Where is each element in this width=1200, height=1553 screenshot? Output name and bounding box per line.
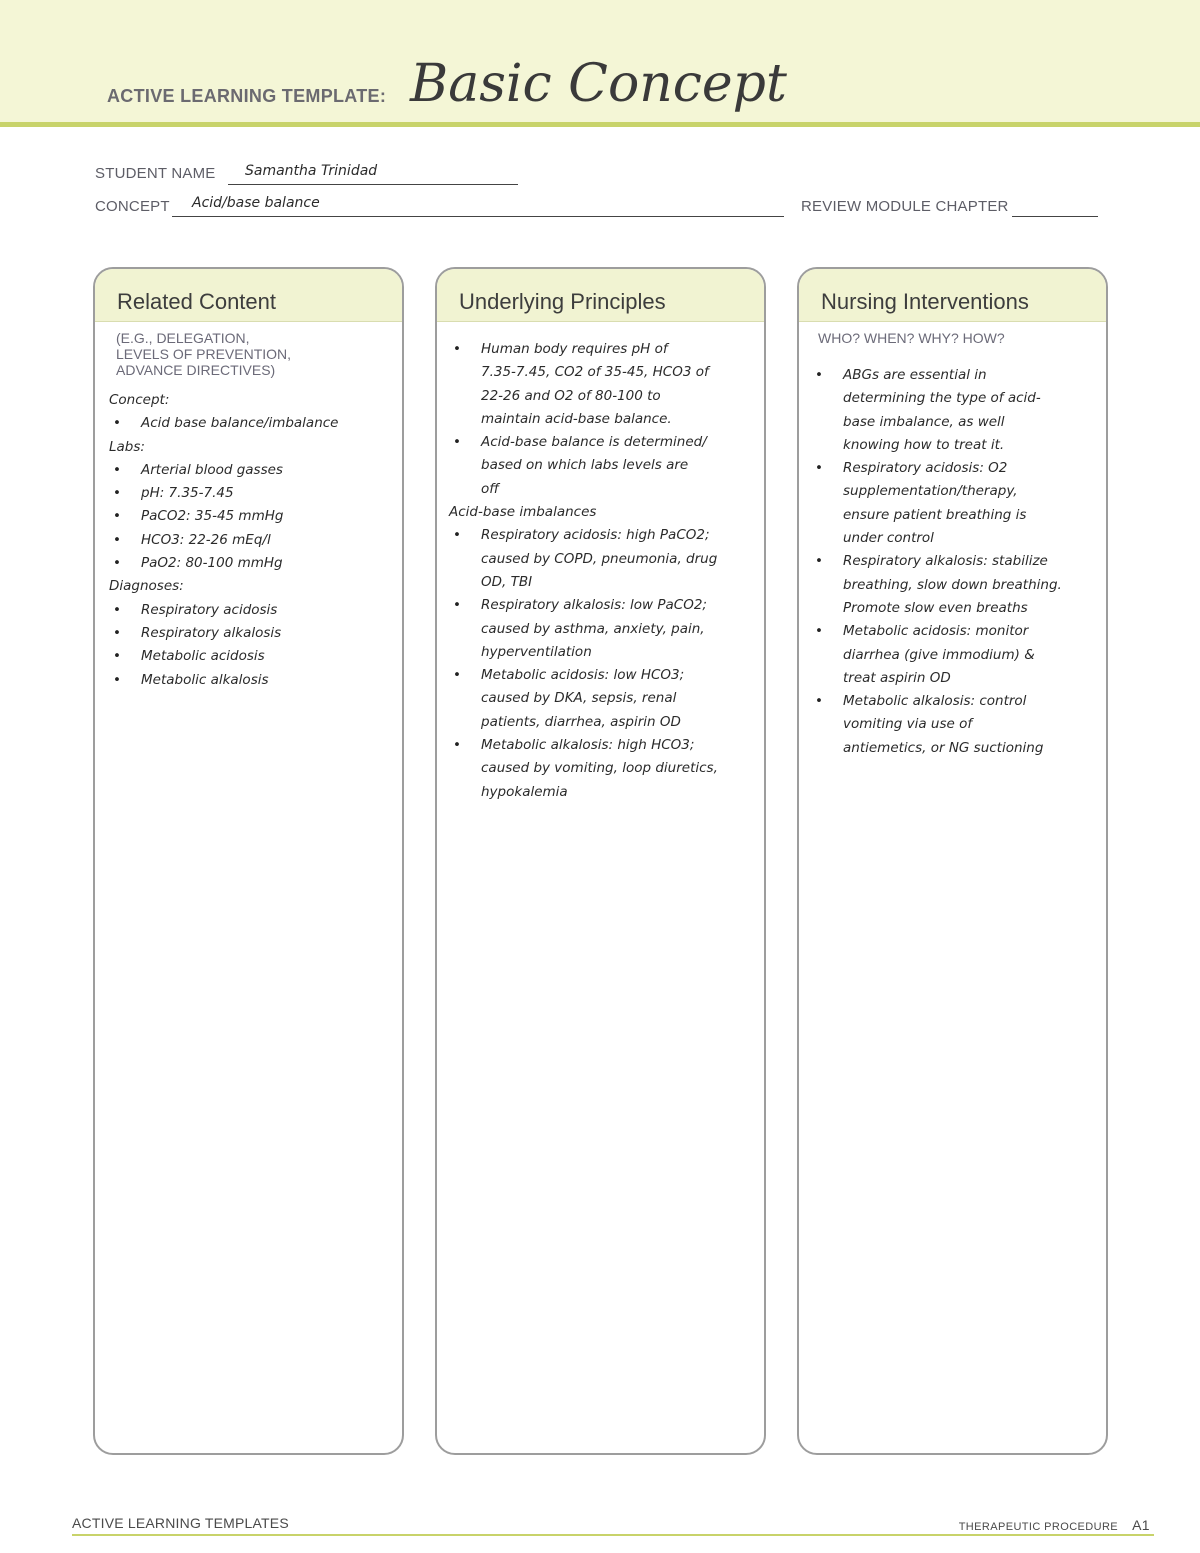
- nursing-interventions-list[interactable]: [811, 364, 1062, 760]
- bullet-item: • Acid base balance/imbalance: [109, 412, 339, 435]
- bullet-continuation: maintain acid-base balance.: [481, 410, 672, 427]
- footer-divider: [72, 1534, 1154, 1536]
- section-heading: Labs:: [109, 438, 145, 455]
- concept-line: [172, 216, 784, 217]
- template-title: Basic Concept: [410, 54, 787, 114]
- bullet-item: • Metabolic alkalosis: control: [811, 690, 1062, 713]
- bullet-continuation: treat aspirin OD: [843, 669, 951, 686]
- footer-right: [959, 1517, 1150, 1533]
- bullet-continuation: knowing how to treat it.: [843, 436, 1005, 453]
- related-content-panel: [93, 267, 404, 1455]
- bullet-item: • Respiratory acidosis: high PaCO2;: [449, 524, 718, 547]
- bullet-continuation: antiemetics, or NG suctioning: [843, 739, 1044, 756]
- bullet-item: • Metabolic acidosis: [109, 645, 339, 668]
- page-number: A1: [1132, 1517, 1150, 1533]
- bullet-item: • PaCO2: 35-45 mmHg: [109, 505, 339, 528]
- section-heading: Diagnoses:: [109, 578, 184, 595]
- concept-label: CONCEPT: [95, 198, 170, 215]
- bullet-continuation: patients, diarrhea, aspirin OD: [481, 713, 681, 730]
- bullet-item: • Acid-base balance is determined/: [449, 431, 718, 454]
- bullet-item: • Respiratory acidosis: [109, 599, 339, 622]
- review-module-label: REVIEW MODULE CHAPTER: [801, 198, 1009, 215]
- bullet-continuation: breathing, slow down breathing.: [843, 576, 1062, 593]
- bullet-item: • Metabolic alkalosis: high HCO3;: [449, 734, 718, 757]
- bullet-item: • Human body requires pH of: [449, 338, 718, 361]
- underlying-principles-list[interactable]: [449, 338, 718, 804]
- bullet-continuation: caused by asthma, anxiety, pain,: [481, 620, 705, 637]
- bullet-continuation: hypokalemia: [481, 783, 568, 800]
- footer-category-label: THERAPEUTIC PROCEDURE: [958, 1521, 1119, 1533]
- bullet-continuation: vomiting via use of: [843, 716, 973, 733]
- bullet-continuation: base imbalance, as well: [843, 413, 1005, 430]
- bullet-continuation: off: [481, 480, 500, 497]
- related-content-title: Related Content: [117, 289, 276, 314]
- bullet-item: • Arterial blood gasses: [109, 459, 339, 482]
- student-name-label: STUDENT NAME: [95, 165, 216, 182]
- related-content-subtitle: (E.G., DELEGATION, LEVELS OF PREVENTION, ADVANCE DIRECTIVES): [116, 330, 292, 378]
- bullet-item: • Respiratory alkalosis: low PaCO2;: [449, 594, 718, 617]
- bullet-continuation: caused by vomiting, loop diuretics,: [481, 760, 718, 777]
- related-content-list[interactable]: [109, 389, 339, 692]
- bullet-item: • pH: 7.35-7.45: [109, 482, 339, 505]
- bullet-continuation: 7.35-7.45, CO2 of 35-45, HCO3 of: [481, 364, 709, 381]
- student-name-field[interactable]: Samantha Trinidad: [245, 163, 378, 179]
- bullet-continuation: Promote slow even breaths: [843, 599, 1028, 616]
- bullet-item: • Respiratory acidosis: O2: [811, 457, 1062, 480]
- nursing-interventions-panel: [797, 267, 1108, 1455]
- bullet-continuation: hyperventilation: [481, 643, 592, 660]
- bullet-continuation: under control: [843, 530, 934, 547]
- bullet-item: • Metabolic acidosis: low HCO3;: [449, 664, 718, 687]
- nursing-interventions-title: Nursing Interventions: [821, 289, 1029, 314]
- bullet-item: • Respiratory alkalosis: [109, 622, 339, 645]
- bullet-continuation: caused by DKA, sepsis, renal: [481, 690, 677, 707]
- template-label: ACTIVE LEARNING TEMPLATE:: [107, 86, 387, 106]
- bullet-continuation: based on which labs levels are: [481, 457, 689, 474]
- underlying-principles-title: Underlying Principles: [459, 289, 666, 314]
- concept-field[interactable]: Acid/base balance: [192, 195, 320, 211]
- footer-series-label: ACTIVE LEARNING TEMPLATES: [72, 1515, 289, 1531]
- underlying-principles-panel: [435, 267, 766, 1455]
- section-heading: Concept:: [109, 392, 170, 408]
- student-name-line: [228, 184, 518, 185]
- bullet-item: • PaO2: 80-100 mmHg: [109, 552, 339, 575]
- bullet-item: • HCO3: 22-26 mEq/l: [109, 529, 339, 552]
- bullet-continuation: caused by COPD, pneumonia, drug: [481, 550, 718, 567]
- bullet-item: • Respiratory alkalosis: stabilize: [811, 550, 1062, 573]
- review-module-line: [1012, 216, 1098, 217]
- bullet-item: • Metabolic alkalosis: [109, 669, 339, 692]
- nursing-interventions-subtitle: WHO? WHEN? WHY? HOW?: [818, 330, 1005, 346]
- bullet-continuation: supplementation/therapy,: [843, 483, 1018, 500]
- bullet-item: • Metabolic acidosis: monitor: [811, 620, 1062, 643]
- bullet-continuation: ensure patient breathing is: [843, 506, 1027, 523]
- bullet-continuation: 22-26 and O2 of 80-100 to: [481, 387, 661, 404]
- bullet-continuation: OD, TBI: [481, 573, 533, 590]
- bullet-item: • ABGs are essential in: [811, 364, 1062, 387]
- bullet-continuation: determining the type of acid-: [843, 390, 1041, 407]
- header-divider: [0, 122, 1200, 127]
- section-heading: Acid-base imbalances: [449, 504, 597, 521]
- bullet-continuation: diarrhea (give immodium) &: [843, 646, 1035, 663]
